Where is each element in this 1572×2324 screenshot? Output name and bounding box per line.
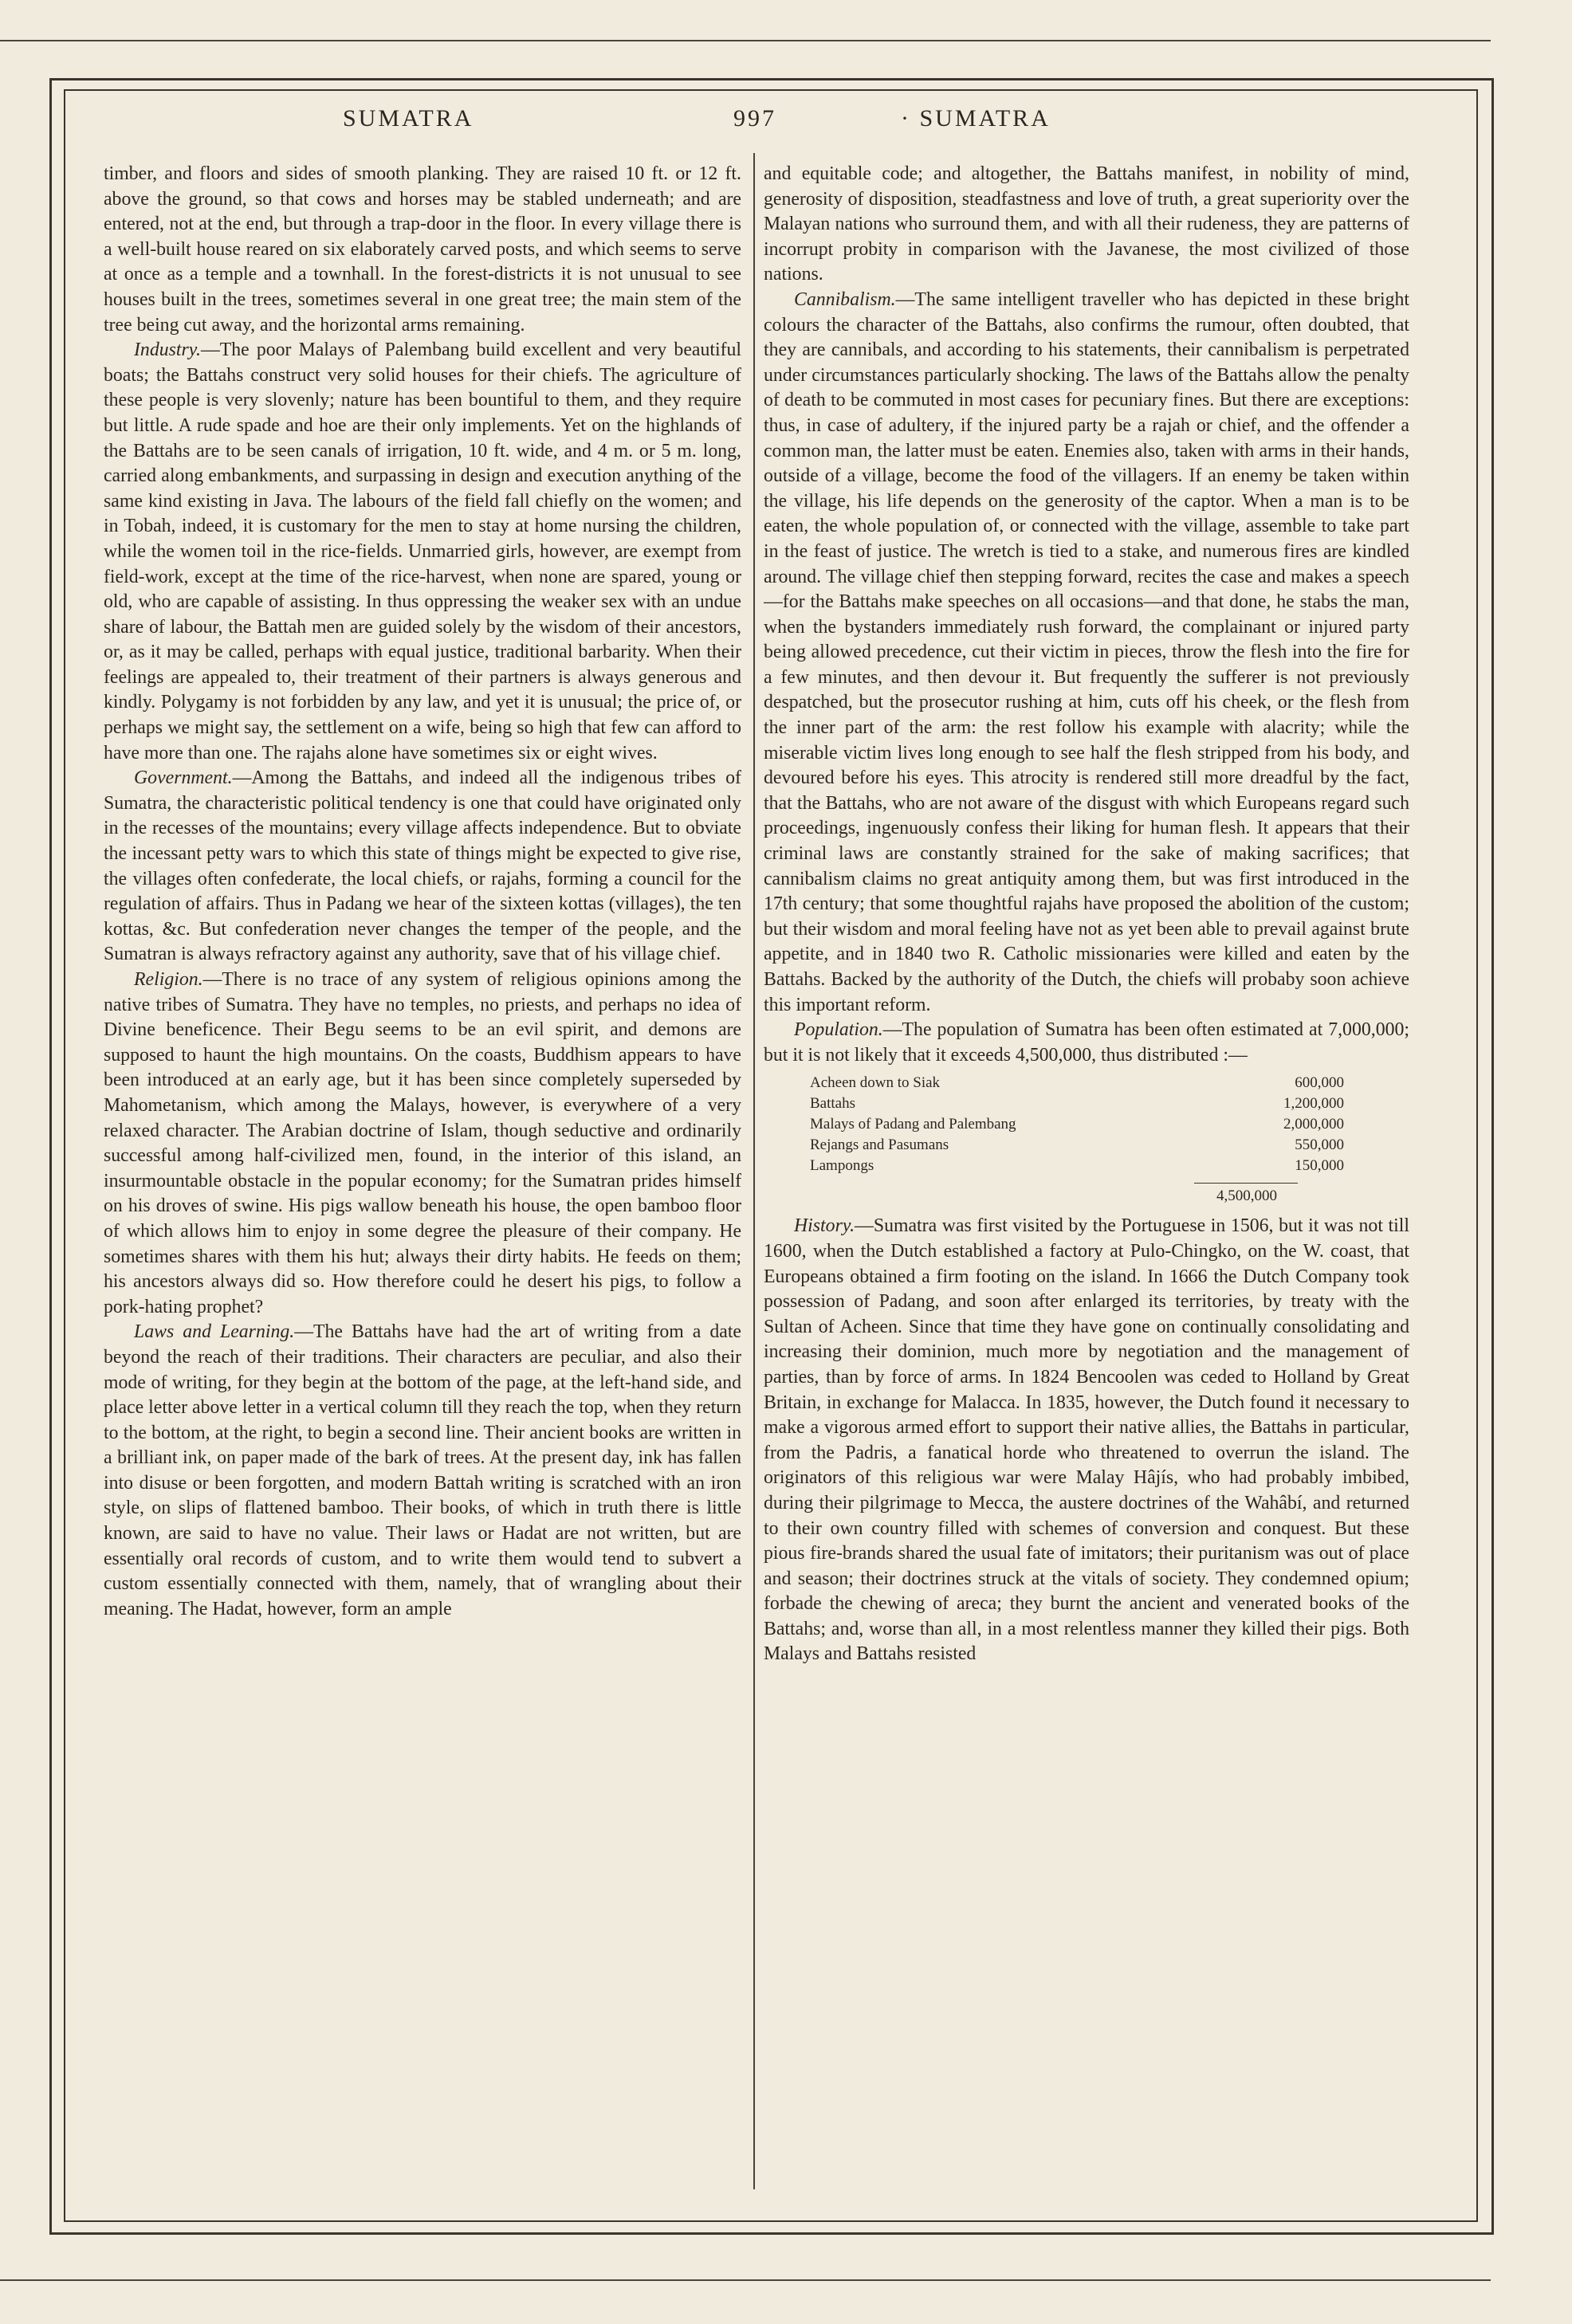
table-row bbox=[810, 1135, 1344, 1156]
paragraph-laws bbox=[104, 1320, 741, 1622]
population-label: Malays of Padang and Palembang bbox=[810, 1116, 1016, 1133]
paragraph-battah-character: and equitable code; and altogether, the Battahs manifest, in nobility of mind, generosity of disposition, steadfastness and love of truth, a great superiority over the Malayan nations who surround them, and with all their rudeness, they are patterns of incorrupt probity in comparison with the Javanese, the most civilized of those nations. bbox=[764, 163, 1409, 285]
text-laws-learning: —The Battahs have had the art of writing from a date beyond the reach of their traditions. Their characters are peculiar, and also their mode of writing, for they begin at the bottom of the page, at the left-hand side, and place letter above letter in a vertical column till they reach the top, when they return to the bottom, at the right, to begin a second line. Their ancient books are written in a brilliant ink, on paper made of the bark of trees. At the present day, ink has fallen into disuse or been forgotten, and modern Battah writing is scratched with an iron style, on slips of flattened bamboo. Their books, of which in truth there is little known, are said to have no value. Their laws or Hadat are not written, but are essentially oral records of custom, and to write them would tend to subvert a custom essentially connected with them, namely, that of wrangling about their meaning. The Hadat, however, form an ample bbox=[104, 1321, 741, 1619]
heading-government: Government. bbox=[134, 767, 233, 789]
bottom-margin-rule bbox=[0, 2279, 1491, 2281]
paragraph-industry bbox=[104, 338, 741, 766]
heading-industry: Industry. bbox=[134, 340, 201, 361]
heading-history: History. bbox=[794, 1215, 855, 1237]
population-table bbox=[810, 1073, 1344, 1176]
population-label: Acheen down to Siak bbox=[810, 1074, 941, 1092]
population-value: 550,000 bbox=[1295, 1136, 1344, 1154]
population-value: 600,000 bbox=[1295, 1074, 1344, 1092]
population-value: 1,200,000 bbox=[1283, 1095, 1344, 1113]
text-industry: —The poor Malays of Palembang build excellent and very beautiful boats; the Battahs construct very solid houses for their chiefs. The agriculture of these people is very slovenly; nature has been bountiful to them, and they require but little. A rude spade and hoe are their only implements. Yet on the highlands of the Battahs are to be seen canals of irrigation, 10 ft. wide, and 4 m. or 5 m. long, carried along embankments, and surpassing in design and execution anything of the same kind existing in Java. The labours of the field fall chiefly on the women; and in Tobah, indeed, it is customary for the men to stay at home nursing the children, while the women toil in the rice-fields. Unmarried girls, however, are exempt from field-work, except at the time of the rice-harvest, when none are spared, young or old, who are capable of assisting. In thus oppressing the weaker sex with an undue share of labour, the Battah men are guided solely by the wisdom of their ancestors, or, as it may be called, perhaps with equal justice, traditional barbarity. When their feelings are appealed to, their treatment of their partners is always generous and kindly. Polygamy is not forbidden by any law, and yet it is unusual; the price of, or perhaps we might say, the settlement on a wife, being so high that few can afford to have more than one. The rajahs alone have sometimes six or eight wives. bbox=[104, 340, 741, 764]
running-header bbox=[80, 105, 1460, 153]
population-value: 150,000 bbox=[1295, 1157, 1344, 1175]
total-rule bbox=[1194, 1183, 1298, 1184]
text-government: —Among the Battahs, and indeed all the indigenous tribes of Sumatra, the characteristic political tendency is one that could have originated only in the recesses of the mountains; every village affects independence. But to obviate the incessant petty wars to which this state of things might be expected to give rise, the villages often confederate, the local chiefs, or rajahs, forming a council for the regulation of affairs. Thus in Padang we hear of the sixteen kottas (villages), the ten kottas, &c. But confederation never changes the temper of the people, and the Sumatran is always refractory against any authority, save that of his village chief. bbox=[104, 767, 741, 965]
right-column bbox=[764, 162, 1409, 2170]
heading-religion: Religion. bbox=[134, 969, 203, 990]
text-cannibalism: —The same intelligent traveller who has depicted in these bright colours the character of the Battahs, also confirms the rumour, often doubted, that they are cannibals, and according to his statements, their cannibalism is perpetrated under circumstances particularly shocking. The laws of the Battahs allow the penalty of death to be commuted in most cases for pecuniary fines. But there are exceptions: thus, in case of adultery, if the injured party be a rajah or chief, and the offender a common man, the latter must be eaten. Enemies also, taken with arms in their hands, outside of a village, become the food of the villagers. If an enemy be taken within the village, his life depends on the generosity of the captor. When a man is to be eaten, the whole population of, or connected with the village, assemble to take part in the feast of justice. The wretch is tied to a stake, and numerous fires are kindled around. The village chief then stepping forward, recites the case and makes a speech—for the Battahs make speeches on all occasions—and that done, he stabs the man, when the bystanders immediately rush forward, the complainant or injured party being allowed precedence, cut their victim in pieces, throw the flesh into the fire for a few minutes, and then devour it. But frequently the sufferer is not previously despatched, but the prosecutor rushing at him, cuts off his cheek, or the flesh from the inner part of the arm: the rest follow his example with alacrity; while the miserable victim lives long enough to see half the flesh stripped from his body, and devoured before his eyes. This atrocity is rendered still more dreadful by the fact, that the Battahs, who are not aware of the disgust with which Europeans regard such proceedings, ingenuously confess their liking for human flesh. It appears that their criminal laws are constantly strained for the sake of making sacrifices; that cannibalism claims no great antiquity among them, but was first introduced in the 17th century; that some thoughtful rajahs have proposed the abolition of the custom; but their wisdom and moral feeling have not as yet been able to prevail against brute appetite, and in 1840 two R. Catholic missionaries were killed and eaten by the Battahs. Backed by the authority of the Dutch, the chiefs will probaby soon achieve this important reform. bbox=[764, 289, 1409, 1015]
table-row bbox=[810, 1073, 1344, 1093]
population-label: Lampongs bbox=[810, 1157, 874, 1175]
text-history: —Sumatra was first visited by the Portuguese in 1506, but it was not till 1600, when the Dutch established a factory at Pulo-Chingko, on the W. coast, that Europeans obtained a firm footing on the island. In 1666 the Dutch Company took possession of Padang, and soon after enlarged its territories, by treaty with the Sultan of Acheen. Since that time they have gone on continually consolidating and increasing their dominion, much more by negotiation and the management of parties, than by force of arms. In 1824 Bencoolen was ceded to Holland by Great Britain, in exchange for Malacca. In 1835, however, the Dutch found it necessary to make a vigorous armed effort to support their native allies, the Battahs in particular, from the Padris, a fanatical horde who threatened to overrun the island. The originators of this religious war were Malay Hâjís, who had probably imbibed, during their pilgrimage to Mecca, the austere doctrines of the Wahâbí, and returned to their own country filled with schemes of conversion and conquest. But these pious fire-brands shared the usual fate of imitators; their puritanism was out of place and season; their doctrines struck at the vitals of society. They condemned opium; forbade the chewing of areca; they burnt the ancient and venerated books of the Battahs; and, worse than all, in a most relentless manner they killed their pigs. Both Malays and Battahs resisted bbox=[764, 1215, 1409, 1665]
paragraph-dwellings: timber, and floors and sides of smooth planking. They are raised 10 ft. or 12 ft. above the ground, so that cows and horses may be stabled underneath; and are entered, not at the end, but through a trap-door in the floor. In every village there is a well-built house reared on six elaborately carved posts, and which seems to serve at once as a temple and a townhall. In the forest-districts it is not unusual to see houses built in the trees, sometimes several in one great tree; the main stem of the tree being cut away, and the horizontal arms remaining. bbox=[104, 163, 741, 336]
text-religion: —There is no trace of any system of religious opinions among the native tribes of Sumatra. They have no temples, no priests, and perhaps no idea of Divine beneficence. Their Begu seems to be an evil spirit, and demons are supposed to haunt the high mountains. On the coasts, Buddhism appears to have been introduced at an early age, but it has been since completely superseded by Mahometanism, which among the Malays, however, is everywhere of a very relaxed character. The Arabian doctrine of Islam, though seductive and ordinarily successful among half-civilized men, found, in the interior of this island, an insurmountable obstacle in the popular economy; for the Sumatran prides himself on his droves of swine. His pigs wallow beneath his house, the open bamboo floor of which allows him to enjoy in some degree the pleasure of their company. He sometimes shares with them his hut; always their dirty habits. He feeds on them; his ancestors always did so. How therefore could he desert his pigs, to follow a pork-hating prophet? bbox=[104, 969, 741, 1317]
paragraph-religion bbox=[104, 968, 741, 1320]
paragraph-history bbox=[764, 1214, 1409, 1667]
header-right-title: · SUMATRA bbox=[901, 105, 1051, 132]
population-total: 4,500,000 bbox=[1216, 1188, 1277, 1205]
page-number: 997 bbox=[733, 105, 776, 132]
population-value: 2,000,000 bbox=[1283, 1116, 1344, 1133]
text-population: —The population of Sumatra has been often estimated at 7,000,000; but it is not likely that it exceeds 4,500,000, thus distributed :— bbox=[764, 1019, 1409, 1066]
table-row bbox=[810, 1093, 1344, 1114]
top-margin-rule bbox=[0, 40, 1491, 41]
heading-cannibalism: Cannibalism. bbox=[794, 289, 896, 310]
column-divider bbox=[753, 153, 755, 2189]
population-label: Rejangs and Pasumans bbox=[810, 1136, 949, 1154]
paragraph-population bbox=[764, 1018, 1409, 1068]
table-row bbox=[810, 1114, 1344, 1135]
paragraph-government bbox=[104, 766, 741, 968]
header-left-title: SUMATRA bbox=[343, 105, 474, 132]
heading-population: Population. bbox=[794, 1019, 883, 1041]
paragraph-cannibalism bbox=[764, 288, 1409, 1018]
heading-laws-learning: Laws and Learning. bbox=[134, 1321, 295, 1343]
table-row bbox=[810, 1156, 1344, 1176]
population-label: Battahs bbox=[810, 1095, 855, 1113]
left-column bbox=[104, 162, 741, 2170]
